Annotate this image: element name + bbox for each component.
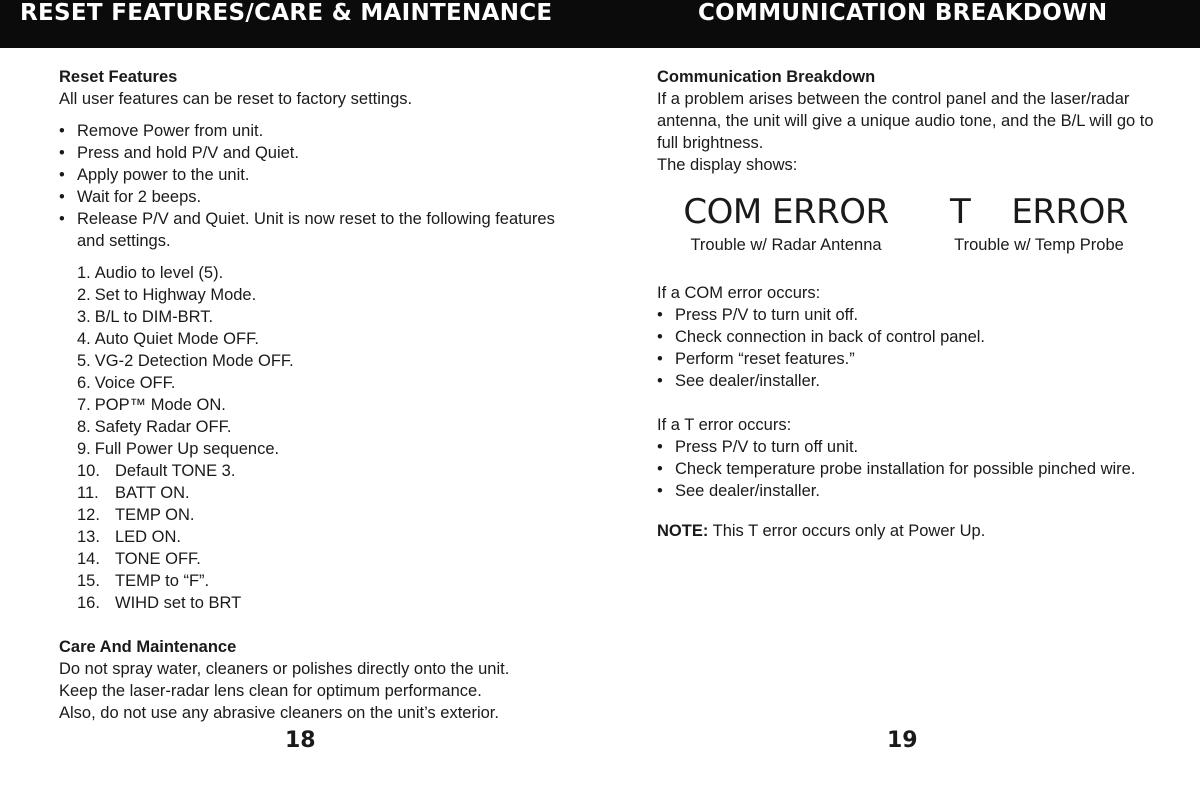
- page-number-left: 18: [285, 728, 316, 753]
- left-page-column: [59, 66, 574, 724]
- list-item: 4. Auto Quiet Mode OFF.: [77, 330, 259, 348]
- list-item: 11. BATT ON.: [77, 484, 190, 502]
- com-error-heading: If a COM error occurs:: [657, 284, 821, 302]
- list-item: • Press P/V to turn unit off.: [657, 306, 859, 324]
- list-item: • Perform “reset features.”: [657, 350, 855, 368]
- list-item: • Release P/V and Quiet. Unit is now reset to the following features and settings.: [59, 210, 555, 250]
- list-item: • Apply power to the unit.: [59, 166, 250, 184]
- reset-features-heading: Reset Features: [59, 68, 178, 86]
- list-item: • Check connection in back of control panel.: [657, 328, 986, 346]
- list-item: 3. B/L to DIM-BRT.: [77, 308, 214, 326]
- list-item: 9. Full Power Up sequence.: [77, 440, 280, 458]
- list-item: • See dealer/installer.: [657, 482, 820, 500]
- reset-features-intro: All user features can be reset to factory settings.: [59, 90, 413, 108]
- t-error-text: T ERROR: [949, 192, 1129, 232]
- page-number-right: 19: [887, 728, 918, 753]
- list-item: 7. POP™ Mode ON.: [77, 396, 226, 414]
- list-item: 8. Safety Radar OFF.: [77, 418, 232, 436]
- com-error-text: COM ERROR: [683, 192, 889, 232]
- right-page-title: COMMUNICATION BREAKDOWN: [698, 0, 1108, 26]
- list-item: • See dealer/installer.: [657, 372, 820, 390]
- note-paragraph: [657, 520, 1167, 542]
- note-text: This T error occurs only at Power Up.: [708, 522, 986, 540]
- care-line: Keep the laser-radar lens clean for optimum performance.: [59, 682, 482, 700]
- list-item: • Press and hold P/V and Quiet.: [59, 144, 299, 162]
- list-item: 15. TEMP to “F”.: [77, 572, 210, 590]
- list-item: 14. TONE OFF.: [77, 550, 201, 568]
- t-error-steps: [657, 436, 1167, 502]
- reset-settings-list: [59, 262, 574, 614]
- t-error-display: [939, 190, 1139, 256]
- list-item: 13. LED ON.: [77, 528, 182, 546]
- note-label: NOTE:: [657, 522, 709, 540]
- right-page-column: [657, 66, 1167, 542]
- list-item: • Check temperature probe installation for possible pinched wire.: [657, 460, 1136, 478]
- list-item: 16. WIHD set to BRT: [77, 594, 242, 612]
- list-item: • Wait for 2 beeps.: [59, 188, 202, 206]
- t-error-caption: Trouble w/ Temp Probe: [954, 236, 1124, 254]
- list-item: 12. TEMP ON.: [77, 506, 195, 524]
- error-displays: [657, 190, 1167, 274]
- reset-steps-list: [59, 120, 574, 252]
- com-error-display: [671, 190, 901, 256]
- display-shows-label: The display shows:: [657, 156, 798, 174]
- care-line: Also, do not use any abrasive cleaners on the unit’s exterior.: [59, 704, 499, 722]
- communication-intro: If a problem arises between the control panel and the laser/radar antenna, the unit will give a unique audio tone, and the B/L will go to full brightness.: [657, 90, 1154, 152]
- list-item: 6. Voice OFF.: [77, 374, 176, 392]
- care-maintenance-heading: Care And Maintenance: [59, 638, 237, 656]
- care-line: Do not spray water, cleaners or polishes directly onto the unit.: [59, 660, 510, 678]
- left-page-title: RESET FEATURES/CARE & MAINTENANCE: [20, 0, 553, 26]
- list-item: 2. Set to Highway Mode.: [77, 286, 257, 304]
- list-item: 1. Audio to level (5).: [77, 264, 224, 282]
- list-item: • Remove Power from unit.: [59, 122, 264, 140]
- list-item: 5. VG-2 Detection Mode OFF.: [77, 352, 294, 370]
- list-item: 10. Default TONE 3.: [77, 462, 236, 480]
- list-item: • Press P/V to turn off unit.: [657, 438, 859, 456]
- com-error-steps: [657, 304, 1167, 392]
- communication-breakdown-heading: Communication Breakdown: [657, 68, 876, 86]
- t-error-heading: If a T error occurs:: [657, 416, 792, 434]
- com-error-caption: Trouble w/ Radar Antenna: [690, 236, 882, 254]
